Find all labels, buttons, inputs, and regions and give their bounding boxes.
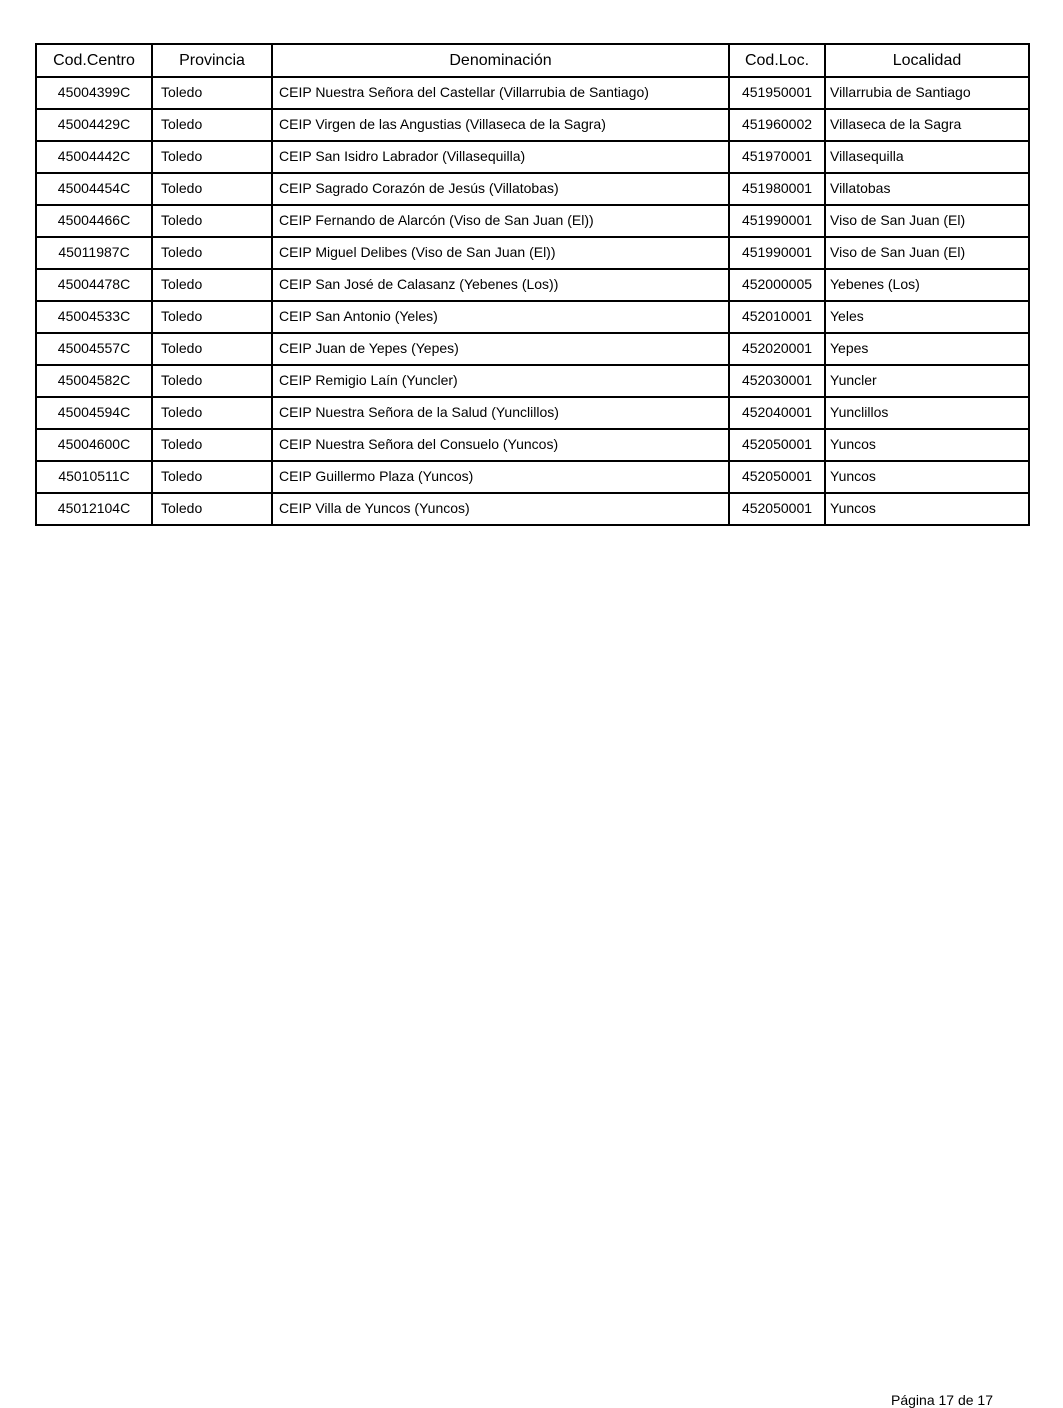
header-denominacion: Denominación <box>272 44 729 77</box>
cell-cod-loc: 451990001 <box>729 237 825 269</box>
cell-denominacion: CEIP Nuestra Señora de la Salud (Yunclillos) <box>272 397 729 429</box>
cell-provincia: Toledo <box>152 173 272 205</box>
cell-localidad: Viso de San Juan (El) <box>825 237 1029 269</box>
cell-cod-loc: 452030001 <box>729 365 825 397</box>
page-number: Página 17 de 17 <box>891 1392 993 1408</box>
schools-table <box>35 43 1030 526</box>
cell-cod-loc: 451950001 <box>729 77 825 109</box>
cell-cod-centro: 45004466C <box>36 205 152 237</box>
cell-localidad: Viso de San Juan (El) <box>825 205 1029 237</box>
cell-localidad: Yunclillos <box>825 397 1029 429</box>
cell-cod-loc: 452040001 <box>729 397 825 429</box>
cell-cod-loc: 452000005 <box>729 269 825 301</box>
cell-cod-centro: 45004533C <box>36 301 152 333</box>
table-row <box>36 141 1029 173</box>
table-row <box>36 397 1029 429</box>
cell-provincia: Toledo <box>152 237 272 269</box>
cell-provincia: Toledo <box>152 269 272 301</box>
cell-cod-centro: 45012104C <box>36 493 152 525</box>
cell-denominacion: CEIP San José de Calasanz (Yebenes (Los)) <box>272 269 729 301</box>
cell-denominacion: CEIP Nuestra Señora del Castellar (Villarrubia de Santiago) <box>272 77 729 109</box>
cell-provincia: Toledo <box>152 205 272 237</box>
table-row <box>36 333 1029 365</box>
table-body <box>36 77 1029 525</box>
cell-cod-centro: 45004454C <box>36 173 152 205</box>
table-row <box>36 77 1029 109</box>
cell-cod-centro: 45004399C <box>36 77 152 109</box>
cell-provincia: Toledo <box>152 141 272 173</box>
cell-localidad: Villaseca de la Sagra <box>825 109 1029 141</box>
cell-cod-centro: 45004582C <box>36 365 152 397</box>
table-row <box>36 493 1029 525</box>
cell-cod-loc: 452050001 <box>729 493 825 525</box>
cell-provincia: Toledo <box>152 77 272 109</box>
cell-cod-loc: 452010001 <box>729 301 825 333</box>
cell-denominacion: CEIP Sagrado Corazón de Jesús (Villatobas) <box>272 173 729 205</box>
header-row <box>36 44 1029 77</box>
cell-denominacion: CEIP Guillermo Plaza (Yuncos) <box>272 461 729 493</box>
cell-localidad: Yepes <box>825 333 1029 365</box>
table-row <box>36 109 1029 141</box>
cell-cod-centro: 45011987C <box>36 237 152 269</box>
cell-cod-loc: 451960002 <box>729 109 825 141</box>
cell-cod-loc: 451990001 <box>729 205 825 237</box>
cell-localidad: Yebenes (Los) <box>825 269 1029 301</box>
cell-provincia: Toledo <box>152 333 272 365</box>
cell-provincia: Toledo <box>152 365 272 397</box>
cell-denominacion: CEIP Villa de Yuncos (Yuncos) <box>272 493 729 525</box>
table-row <box>36 301 1029 333</box>
cell-cod-loc: 452050001 <box>729 429 825 461</box>
table-row <box>36 205 1029 237</box>
header-provincia: Provincia <box>152 44 272 77</box>
table-row <box>36 429 1029 461</box>
cell-denominacion: CEIP Virgen de las Angustias (Villaseca de la Sagra) <box>272 109 729 141</box>
cell-denominacion: CEIP Miguel Delibes (Viso de San Juan (El)) <box>272 237 729 269</box>
header-cod-loc: Cod.Loc. <box>729 44 825 77</box>
cell-localidad: Villarrubia de Santiago <box>825 77 1029 109</box>
cell-provincia: Toledo <box>152 397 272 429</box>
table-row <box>36 237 1029 269</box>
table-header <box>36 44 1029 77</box>
cell-localidad: Yuncler <box>825 365 1029 397</box>
cell-localidad: Yeles <box>825 301 1029 333</box>
cell-cod-centro: 45004442C <box>36 141 152 173</box>
cell-cod-centro: 45004429C <box>36 109 152 141</box>
cell-cod-loc: 452050001 <box>729 461 825 493</box>
cell-provincia: Toledo <box>152 429 272 461</box>
cell-localidad: Villatobas <box>825 173 1029 205</box>
cell-denominacion: CEIP Nuestra Señora del Consuelo (Yuncos) <box>272 429 729 461</box>
cell-cod-centro: 45010511C <box>36 461 152 493</box>
table-row <box>36 461 1029 493</box>
cell-cod-centro: 45004600C <box>36 429 152 461</box>
cell-cod-loc: 451980001 <box>729 173 825 205</box>
table-row <box>36 365 1029 397</box>
cell-denominacion: CEIP Fernando de Alarcón (Viso de San Juan (El)) <box>272 205 729 237</box>
cell-provincia: Toledo <box>152 461 272 493</box>
table-row <box>36 269 1029 301</box>
cell-localidad: Yuncos <box>825 493 1029 525</box>
header-cod-centro: Cod.Centro <box>36 44 152 77</box>
cell-provincia: Toledo <box>152 301 272 333</box>
cell-localidad: Villasequilla <box>825 141 1029 173</box>
cell-denominacion: CEIP San Antonio (Yeles) <box>272 301 729 333</box>
cell-denominacion: CEIP San Isidro Labrador (Villasequilla) <box>272 141 729 173</box>
table-row <box>36 173 1029 205</box>
cell-denominacion: CEIP Remigio Laín (Yuncler) <box>272 365 729 397</box>
cell-localidad: Yuncos <box>825 429 1029 461</box>
cell-cod-loc: 452020001 <box>729 333 825 365</box>
cell-cod-loc: 451970001 <box>729 141 825 173</box>
cell-localidad: Yuncos <box>825 461 1029 493</box>
cell-cod-centro: 45004557C <box>36 333 152 365</box>
header-localidad: Localidad <box>825 44 1029 77</box>
cell-cod-centro: 45004594C <box>36 397 152 429</box>
cell-cod-centro: 45004478C <box>36 269 152 301</box>
cell-provincia: Toledo <box>152 493 272 525</box>
cell-denominacion: CEIP Juan de Yepes (Yepes) <box>272 333 729 365</box>
cell-provincia: Toledo <box>152 109 272 141</box>
